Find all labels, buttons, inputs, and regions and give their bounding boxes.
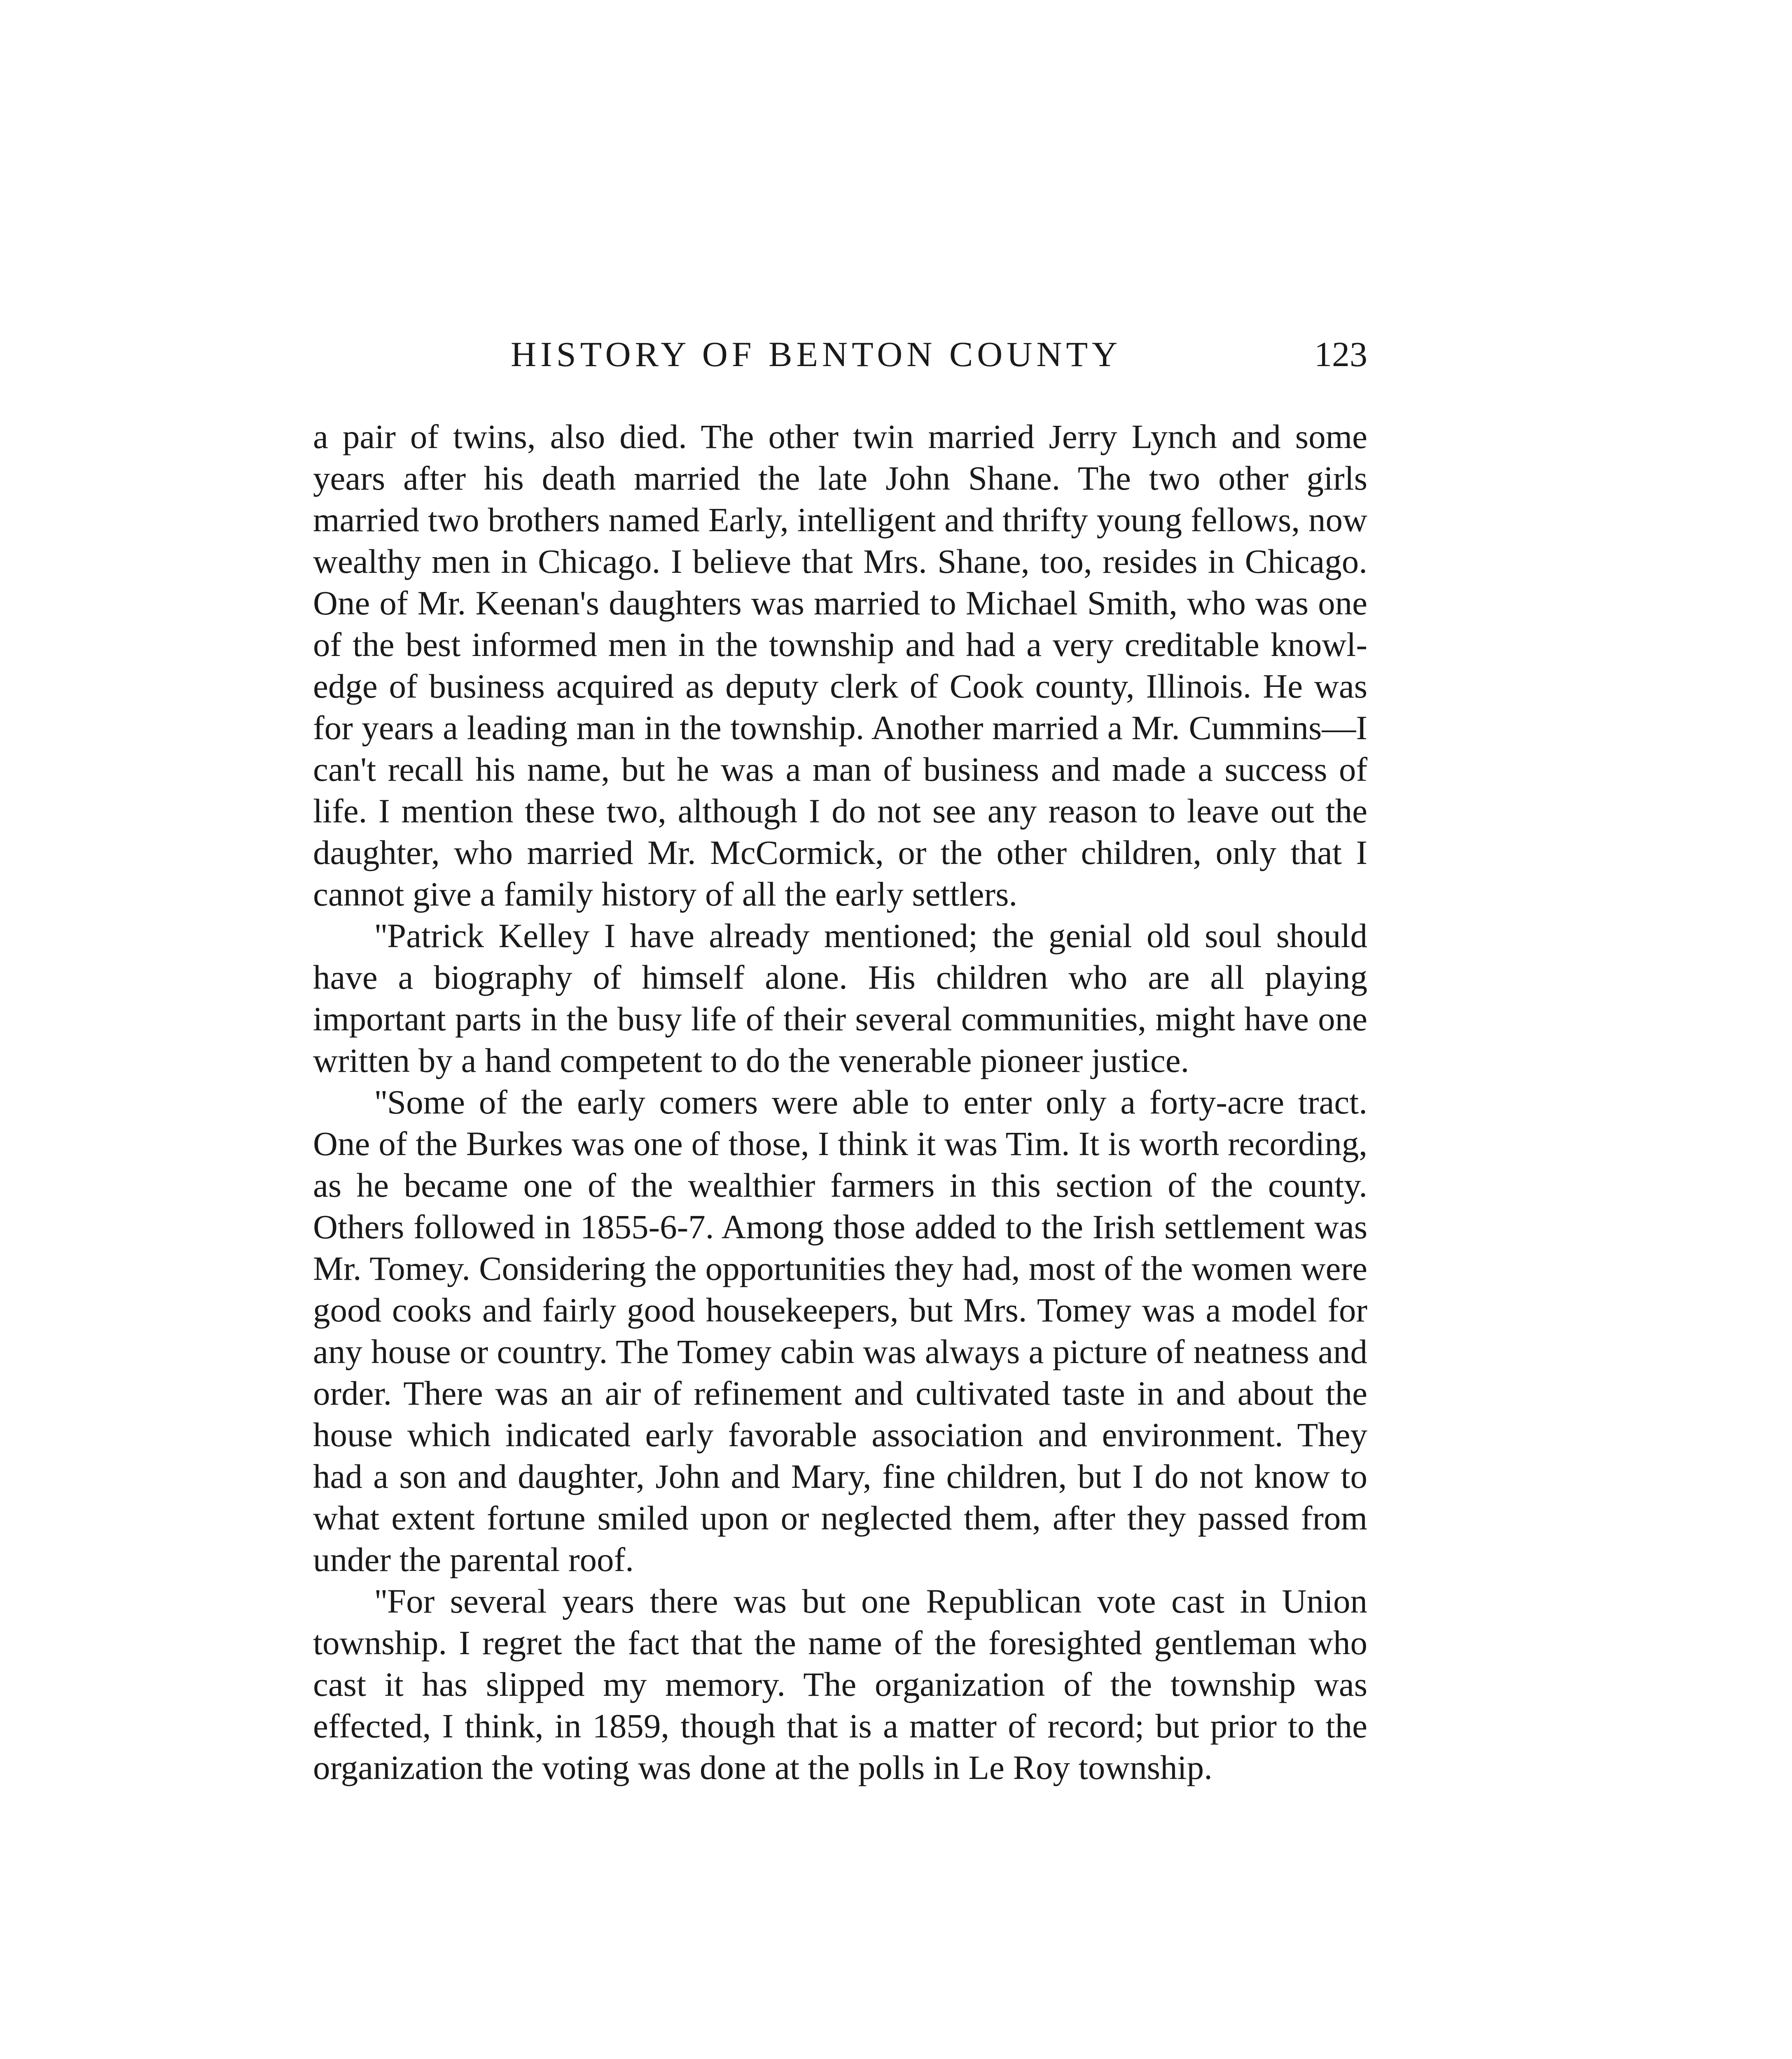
paragraph-republican-vote: ''For several years there was but one Republican vote cast in Union township. I regret the fact that the name of the foresighted gentleman who cast it has slipped my memory. The organization of the township was effected, I think, in 1859, though that is a matter of record; but prior to the organization the voting was done at the polls in Le Roy township. [313,1582,1367,1786]
paragraph-early-comers: ''Some of the early comers were able to enter only a forty-acre tract. One of the Burkes was one of those, I think it was Tim. It is worth recording, as he became one of the wealthier farmers in this section of the county. Others followed in 1855-6-7. Among those added to the Irish settlement was Mr. Tomey. Considering the opportunities they had, most of the women were good cooks and fairly good housekeepers, but Mrs. Tomey was a model for any house or country. The Tomey cabin was always a picture of neatness and order. There was an air of refinement and cultivated taste in and about the house which indicated early favorable association and environment. They had a son and daughter, John and Mary, fine children, but I do not know to what extent fortune smiled upon or neglected them, after they passed from under the parental roof. [313,1083,1367,1578]
running-header [313,329,1367,375]
running-title: HISTORY OF BENTON COUNTY [511,334,1122,374]
page-number: 123 [1314,334,1367,374]
paragraph-patrick-kelley: ''Patrick Kelley I have already mentioned; the genial old soul should have a biography of himself alone. His children who are all playing important parts in the busy life of their several communities, might have one written by a hand competent to do the venerable pioneer justice. [313,917,1367,1079]
body-text [313,416,1367,1788]
paragraph-keenan-daughters: a pair of twins, also died. The other twin married Jerry Lynch and some years after his death married the late John Shane. The two other girls married two brothers named Early, intelligent and thrifty young fellows, now wealthy men in Chicago. I believe that Mrs. Shane, too, resides in Chicago. One of Mr. Keenan's daughters was married to Michael Smith, who was one of the best informed men in the township and had a very creditable knowledge of business acquired as deputy clerk of Cook county, Illinois. He was for years a leading man in the township. Another married a Mr. Cummins—I can't recall his name, but he was a man of business and made a success of life. I mention these two, although I do not see any reason to leave out the daughter, who married Mr. McCormick, or the other children, only that I cannot give a family history of all the early settlers. [313,418,1367,913]
